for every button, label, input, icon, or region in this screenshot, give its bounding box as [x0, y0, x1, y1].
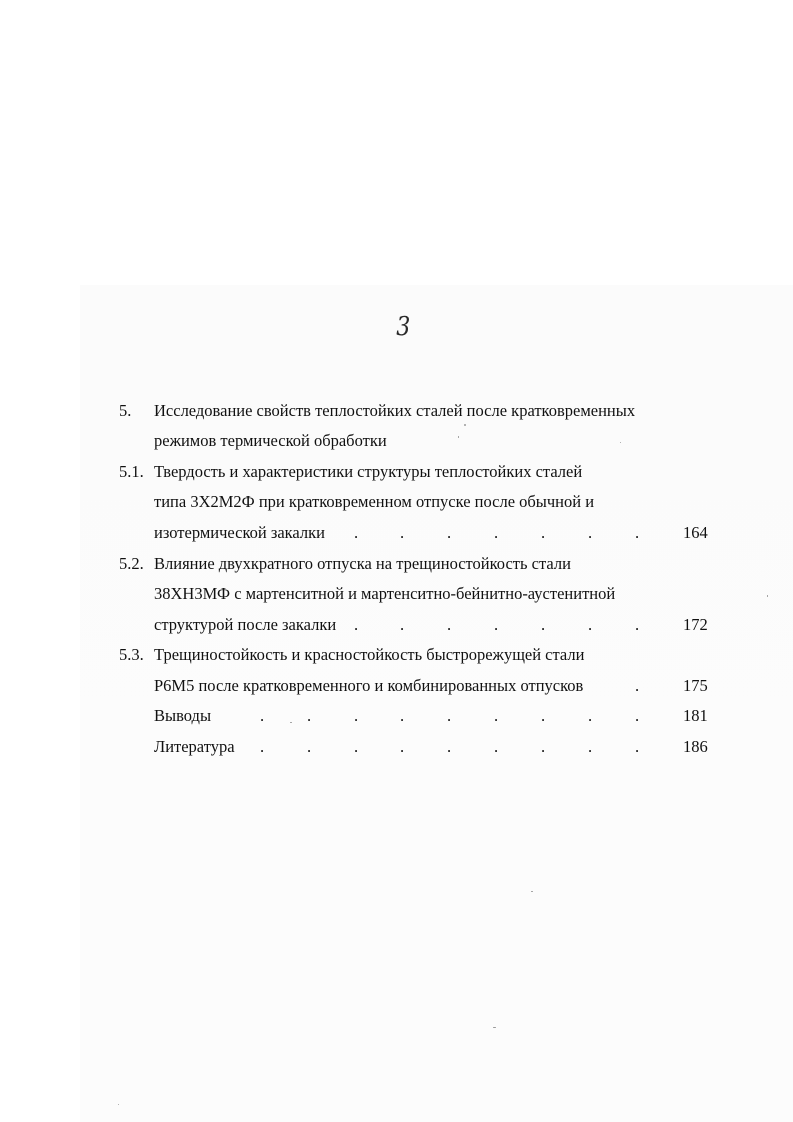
toc-page-ref: 164 [683, 523, 708, 542]
toc-entry-title-line: Трещиностойкость и красностойкость быстрорежущей стали [154, 645, 585, 664]
toc-entry-5-3 [0, 640, 793, 670]
scan-speck [290, 722, 292, 723]
toc-page-ref: 175 [683, 676, 708, 695]
toc-entry-5-2-line2 [0, 579, 793, 609]
toc-entry-number: 5.3. [119, 645, 144, 664]
toc-entry-title-line: Выводы [154, 706, 212, 725]
toc-entry-5-line2 [0, 426, 793, 456]
toc-entry-number: 5.2. [119, 554, 144, 573]
scan-speck [493, 1027, 496, 1028]
toc-entry-title-line: Литература [154, 737, 235, 756]
scan-speck [118, 1104, 119, 1105]
toc-entry-5 [0, 396, 793, 426]
toc-entry-number: 5.1. [119, 462, 144, 481]
toc-entry-title-line: структурой после закалки [154, 615, 337, 634]
toc-entry-title-line: Исследование свойств теплостойких сталей после кратковременных [154, 401, 636, 420]
scan-speck [458, 436, 459, 438]
page-number: 3 [396, 312, 411, 342]
toc-entry-5-1 [0, 457, 793, 487]
toc-entry-references: Литература . . . . . . . . . 186 [0, 732, 793, 762]
toc-entry-conclusions: Выводы . . . . . . . . . 181 [0, 701, 793, 731]
toc-entry-title-line: типа 3Х2М2Ф при кратковременном отпуске после обычной и [154, 492, 595, 511]
scan-speck [464, 424, 466, 426]
toc-page-ref: 181 [683, 706, 708, 725]
scan-speck [620, 442, 621, 443]
toc-entry-number: 5. [119, 401, 132, 420]
toc-entry-5-2-line3: структурой после закалки . . . . . . . 172 [0, 610, 793, 640]
toc-entry-title-line: Твердость и характеристики структуры теплостойких сталей [154, 462, 583, 481]
scan-speck [767, 595, 768, 597]
toc-page-ref: 172 [683, 615, 708, 634]
toc-entry-title-line: режимов термической обработки [154, 431, 387, 450]
toc-entry-5-1-line2 [0, 487, 793, 517]
toc-entry-title-line: изотермической закалки [154, 523, 325, 542]
toc-entry-5-1-line3: изотермической закалки . . . . . . . 164 [0, 518, 793, 548]
toc-entry-title-line: 38ХН3МФ с мартенситной и мартенситно-бейнитно-аустенитной [154, 584, 616, 603]
toc-entry-5-3-line2: Р6М5 после кратковременного и комбинированных отпусков . 175 [0, 671, 793, 701]
toc-entry-title-line: Влияние двухкратного отпуска на трещиностойкость стали [154, 554, 571, 573]
toc-page-ref: 186 [683, 737, 708, 756]
toc-entry-5-2 [0, 549, 793, 579]
toc-entry-title-line: Р6М5 после кратковременного и комбинированных отпусков [154, 676, 584, 695]
scan-speck [531, 891, 533, 892]
